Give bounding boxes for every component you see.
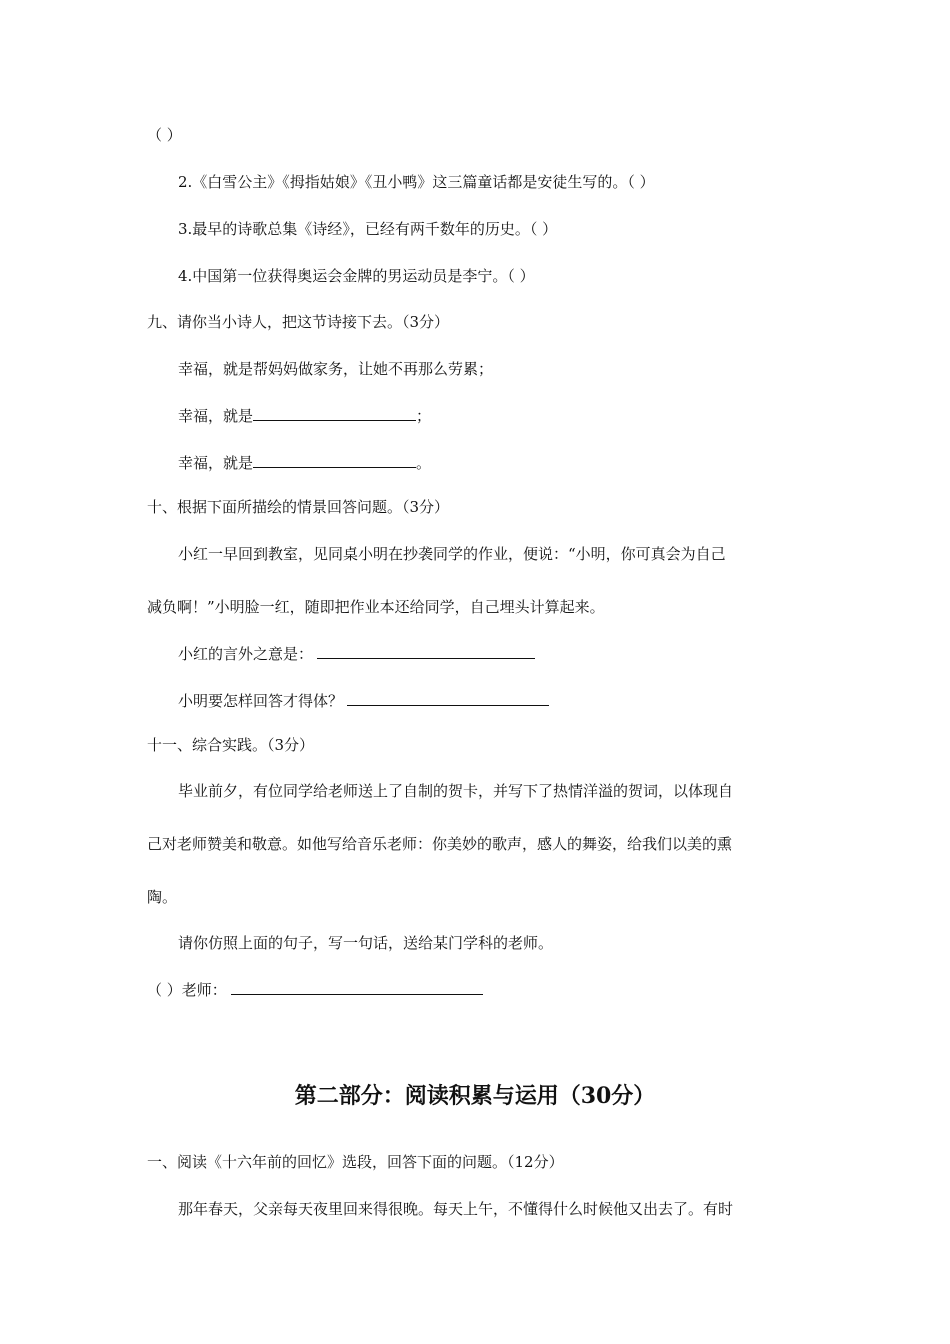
question-10-passage-line-1 — [178, 544, 726, 564]
answer-blank[interactable] — [347, 689, 549, 706]
part2-passage-line-1 — [178, 1199, 733, 1219]
section-title: 第二部分：阅读积累与运用（30分） — [294, 1083, 656, 1109]
text: 减负啊！”小明脸一红，随即把作业本还给同学，自己埋头计算起来。 — [147, 598, 605, 616]
text: 十、根据下面所描绘的情景回答问题。（3分） — [147, 498, 450, 516]
text: 那年春天，父亲每天夜里回来得很晚。每天上午，不懂得什么时候他又出去了。有时 — [178, 1200, 734, 1218]
poem-line-2 — [178, 404, 431, 426]
question-10-sub-a — [178, 642, 535, 664]
judgment-item-4 — [178, 266, 535, 286]
judgment-item-3 — [178, 219, 557, 239]
question-11-task — [178, 933, 553, 953]
text: ； — [416, 407, 432, 425]
text: 4.中国第一位获得奥运会金牌的男运动员是李宁。（ ） — [178, 267, 535, 285]
question-10-passage-line-2 — [147, 597, 605, 617]
question-11-heading — [147, 735, 314, 755]
text: 毕业前夕，有位同学给老师送上了自制的贺卡，并写下了热情洋溢的贺词，以体现自 — [178, 782, 734, 800]
text: 小红一早回到教室，见同桌小明在抄袭同学的作业，便说：“小明，你可真会为自己 — [178, 545, 726, 563]
question-11-passage-line-1 — [178, 781, 733, 801]
text: 小红的言外之意是： — [178, 645, 314, 663]
text: 己对老师赞美和敬意。如他写给音乐老师：你美妙的歌声，感人的舞姿，给我们以美的熏 — [147, 835, 733, 853]
text: 幸福，就是 — [178, 407, 254, 425]
text: 一、阅读《十六年前的回忆》选段，回答下面的问题。（12分） — [147, 1153, 564, 1171]
question-11-passage-line-2 — [147, 834, 732, 854]
answer-bracket-line — [147, 125, 182, 145]
question-10-heading — [147, 497, 449, 517]
text: （ ）老师： — [147, 981, 227, 999]
text: 请你仿照上面的句子，写一句话，送给某门学科的老师。 — [178, 934, 554, 952]
answer-blank[interactable] — [231, 978, 483, 995]
question-11-passage-line-3 — [147, 887, 177, 907]
text: 陶。 — [147, 888, 178, 906]
question-9-heading — [147, 312, 449, 332]
poem-line-1 — [178, 359, 493, 379]
answer-blank[interactable] — [253, 451, 416, 468]
judgment-item-2 — [178, 172, 655, 192]
answer-blank[interactable] — [253, 404, 416, 421]
question-11-answer-line — [147, 978, 483, 1000]
poem-line-3 — [178, 451, 431, 473]
text: 2.《白雪公主》《拇指姑娘》《丑小鸭》这三篇童话都是安徒生写的。（ ） — [178, 173, 655, 191]
text: 幸福，就是帮妈妈做家务，让她不再那么劳累； — [178, 360, 494, 378]
text: （ ） — [147, 126, 182, 144]
answer-blank[interactable] — [317, 642, 535, 659]
text: 九、请你当小诗人，把这节诗接下去。（3分） — [147, 313, 450, 331]
text: 幸福，就是 — [178, 454, 254, 472]
text: 小明要怎样回答才得体？ — [178, 692, 344, 710]
text: 十一、综合实践。（3分） — [147, 736, 315, 754]
text: 3.最早的诗歌总集《诗经》，已经有两千数年的历史。（ ） — [178, 220, 558, 238]
question-10-sub-b — [178, 689, 549, 711]
part2-question-1-heading — [147, 1152, 564, 1172]
text: 。 — [416, 454, 432, 472]
